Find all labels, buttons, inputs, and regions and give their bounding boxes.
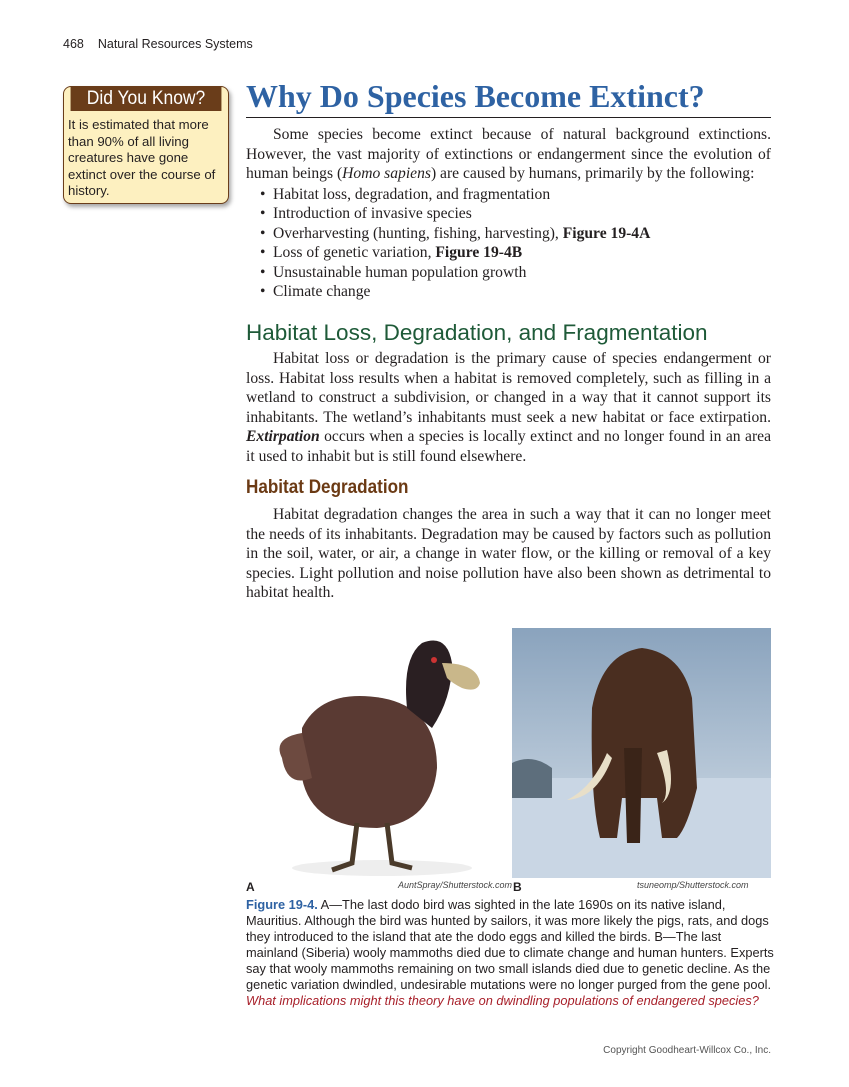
caption-text: A—The last dodo bird was sighted in the late 1690s on its native island, Mauritius. Although the bird was hunted by sailors, it was more likely the pigs, rats, and dogs they introduced to the island that ate the dodo eggs and killed the birds. B—The last mainland (Siberia) wooly mammoths died due to climate change and human hunters. Experts say that wooly mammoths remaining on two small islands died due to genetic decline. As the genetic variation dwindled, undesirable mutations were no longer purged from the gene pool. [246,897,774,992]
figure-b-credit: tsuneomp/Shutterstock.com [637,880,749,890]
figure-caption [246,897,776,1009]
key-term: Extirpation [246,428,320,445]
page-number: 468 [63,37,84,51]
figure-ref: Figure 19-4B [435,244,523,261]
page-title: Why Do Species Become Extinct? [246,78,705,114]
list-item: • Unsustainable human population growth [260,263,771,283]
caption-question: What implications might this theory have on dwindling populations of endangered species? [246,993,759,1008]
did-you-know-text: It is estimated that more than 90% of all living creatures have gone extinct over the course of history. [68,117,216,199]
list-item: • Climate change [260,282,771,302]
section2-body [246,505,771,603]
cause-list [246,185,771,302]
running-header [63,37,267,51]
intro-text-end: ) are caused by humans, primarily by the following: [430,165,755,182]
figure-a-label: A [246,880,255,894]
paragraph: Habitat degradation changes the area in such a way that it can no longer meet the needs of its inhabitants. Degradation may be caused by factors such as pollution in the soil, water, or air, a change in water flow, or the killing or removal of a key species. Light pollution and noise pollution have also been shown as detrimental to habitat health. [246,506,771,601]
did-you-know-box [63,86,229,204]
dodo-image [262,628,505,878]
figure-a-credit: AuntSpray/Shutterstock.com [398,880,513,890]
figure-b-label: B [513,880,522,894]
list-item: • Overharvesting (hunting, fishing, harvesting), Figure 19-4A [260,224,771,244]
list-item: • Introduction of invasive species [260,204,771,224]
section1-body [246,349,771,466]
mammoth-image [512,628,771,878]
intro-text: Some species become extinct because of natural background extinctions. However, the vast majority of extinctions or endangerment since the evolution of human beings ( [246,126,771,182]
section-heading: Habitat Loss, Degradation, and Fragmentation [246,320,708,345]
intro-paragraph [246,125,771,184]
subsection-heading: Habitat Degradation [246,477,409,498]
did-you-know-title: Did You Know? [71,87,222,111]
paragraph: Habitat loss or degradation is the primary cause of species endangerment or loss. Habitat loss results when a habitat is removed completely, such as filling in a wetland to construct a subdivision, or changed in a way that it cannot support its inhabitants. The wetland’s inhabitants must seek a new habitat or face extirpation. Extirpation occurs when a species is locally extinct and no longer found in an area it used to inhabit but is still found elsewhere. [246,350,771,465]
intro-section [246,125,771,302]
title-rule [246,117,771,118]
copyright-footer: Copyright Goodheart-Willcox Co., Inc. [603,1045,771,1056]
caption-label: Figure 19-4. [246,897,318,912]
running-title: Natural Resources Systems [97,37,253,51]
figure-ref: Figure 19-4A [562,224,651,242]
intro-italic: Homo sapiens [342,165,431,182]
list-item: • Loss of genetic variation, Figure 19-4B [260,243,771,263]
list-item: • Habitat loss, degradation, and fragmentation [260,185,771,205]
